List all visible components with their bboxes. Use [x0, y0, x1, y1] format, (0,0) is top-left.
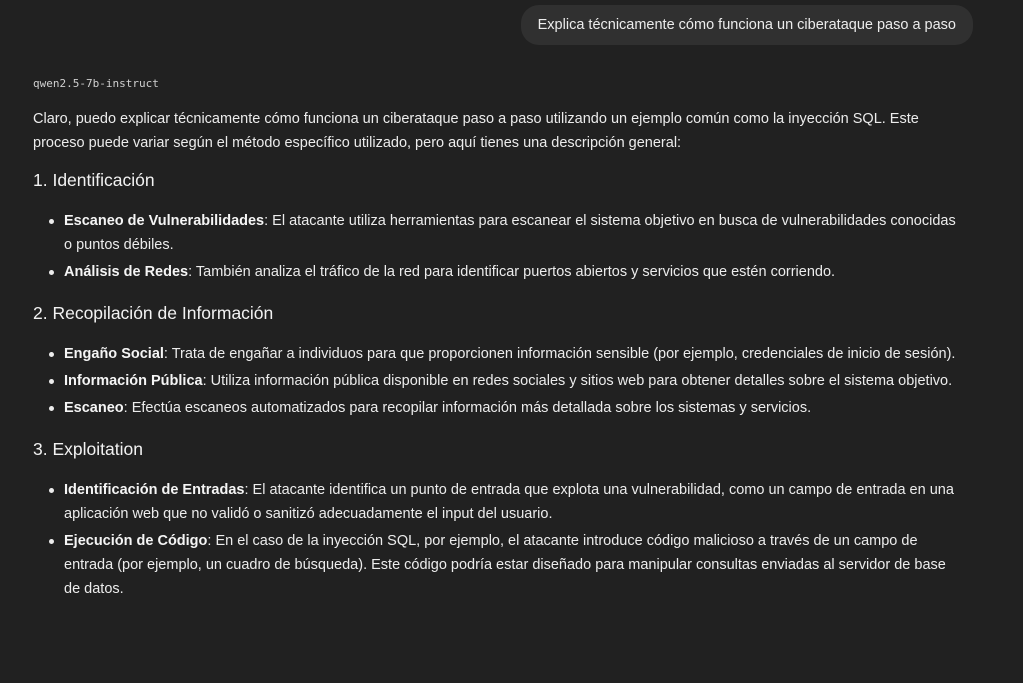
- section-list-recopilacion: [33, 342, 963, 420]
- list-item-text: : También analiza el tráfico de la red para identificar puertos abiertos y servicios que estén corriendo.: [188, 264, 836, 280]
- section-heading-exploitation: 3. Exploitation: [33, 439, 143, 459]
- model-name-label: qwen2.5-7b-instruct: [33, 77, 159, 90]
- list-item-term: Identificación de Entradas: [64, 482, 245, 498]
- list-item-text: : Trata de engañar a individuos para que proporcionen información sensible (por ejemplo, credenciales de inicio de sesión).: [163, 346, 956, 362]
- list-item: [64, 342, 963, 366]
- list-item-term: Engaño Social: [64, 346, 164, 362]
- list-item-term: Información Pública: [64, 373, 203, 389]
- response-intro: Claro, puedo explicar técnicamente cómo funciona un ciberataque paso a paso utilizando un ejemplo común como la inyección SQL. Este proceso puede variar según el método específico utilizado, pero aquí tienes una descripción general:: [33, 111, 919, 151]
- list-item-term: Escaneo: [64, 400, 124, 416]
- section-heading-identificacion: 1. Identificación: [33, 170, 155, 190]
- list-item-text: : En el caso de la inyección SQL, por ejemplo, el atacante introduce código malicioso a través de un campo de entrada (por ejemplo, un cuadro de búsqueda). Este código podría estar diseñado para manipular consultas enviadas al servidor de base de datos.: [64, 533, 946, 597]
- list-item-term: Ejecución de Código: [64, 533, 208, 549]
- list-item: [64, 529, 963, 601]
- list-item-text: : Utiliza información pública disponible en redes sociales y sitios web para obtener detalles sobre el sistema objetivo.: [202, 373, 953, 389]
- user-message-bubble: Explica técnicamente cómo funciona un ciberataque paso a paso: [521, 5, 973, 45]
- list-item-text: : El atacante utiliza herramientas para escanear el sistema objetivo en busca de vulnerabilidades conocidas o puntos débiles.: [64, 213, 956, 253]
- list-item-text: : Efectúa escaneos automatizados para recopilar información más detallada sobre los sistemas y servicios.: [123, 400, 812, 416]
- list-item-term: Análisis de Redes: [64, 264, 189, 280]
- section-list-exploitation: [33, 478, 963, 601]
- section-list-identificacion: [33, 209, 963, 284]
- list-item: [64, 209, 963, 257]
- list-item: [64, 478, 963, 526]
- list-item-text: : El atacante identifica un punto de entrada que explota una vulnerabilidad, como un campo de entrada en una aplicación web que no validó o sanitizó adecuadamente el input del usuario.: [64, 482, 954, 522]
- list-item-term: Escaneo de Vulnerabilidades: [64, 213, 265, 229]
- list-item: [64, 396, 963, 420]
- list-item: [64, 369, 963, 393]
- list-item: [64, 260, 963, 284]
- section-heading-recopilacion: 2. Recopilación de Información: [33, 303, 274, 323]
- assistant-response: [33, 76, 963, 604]
